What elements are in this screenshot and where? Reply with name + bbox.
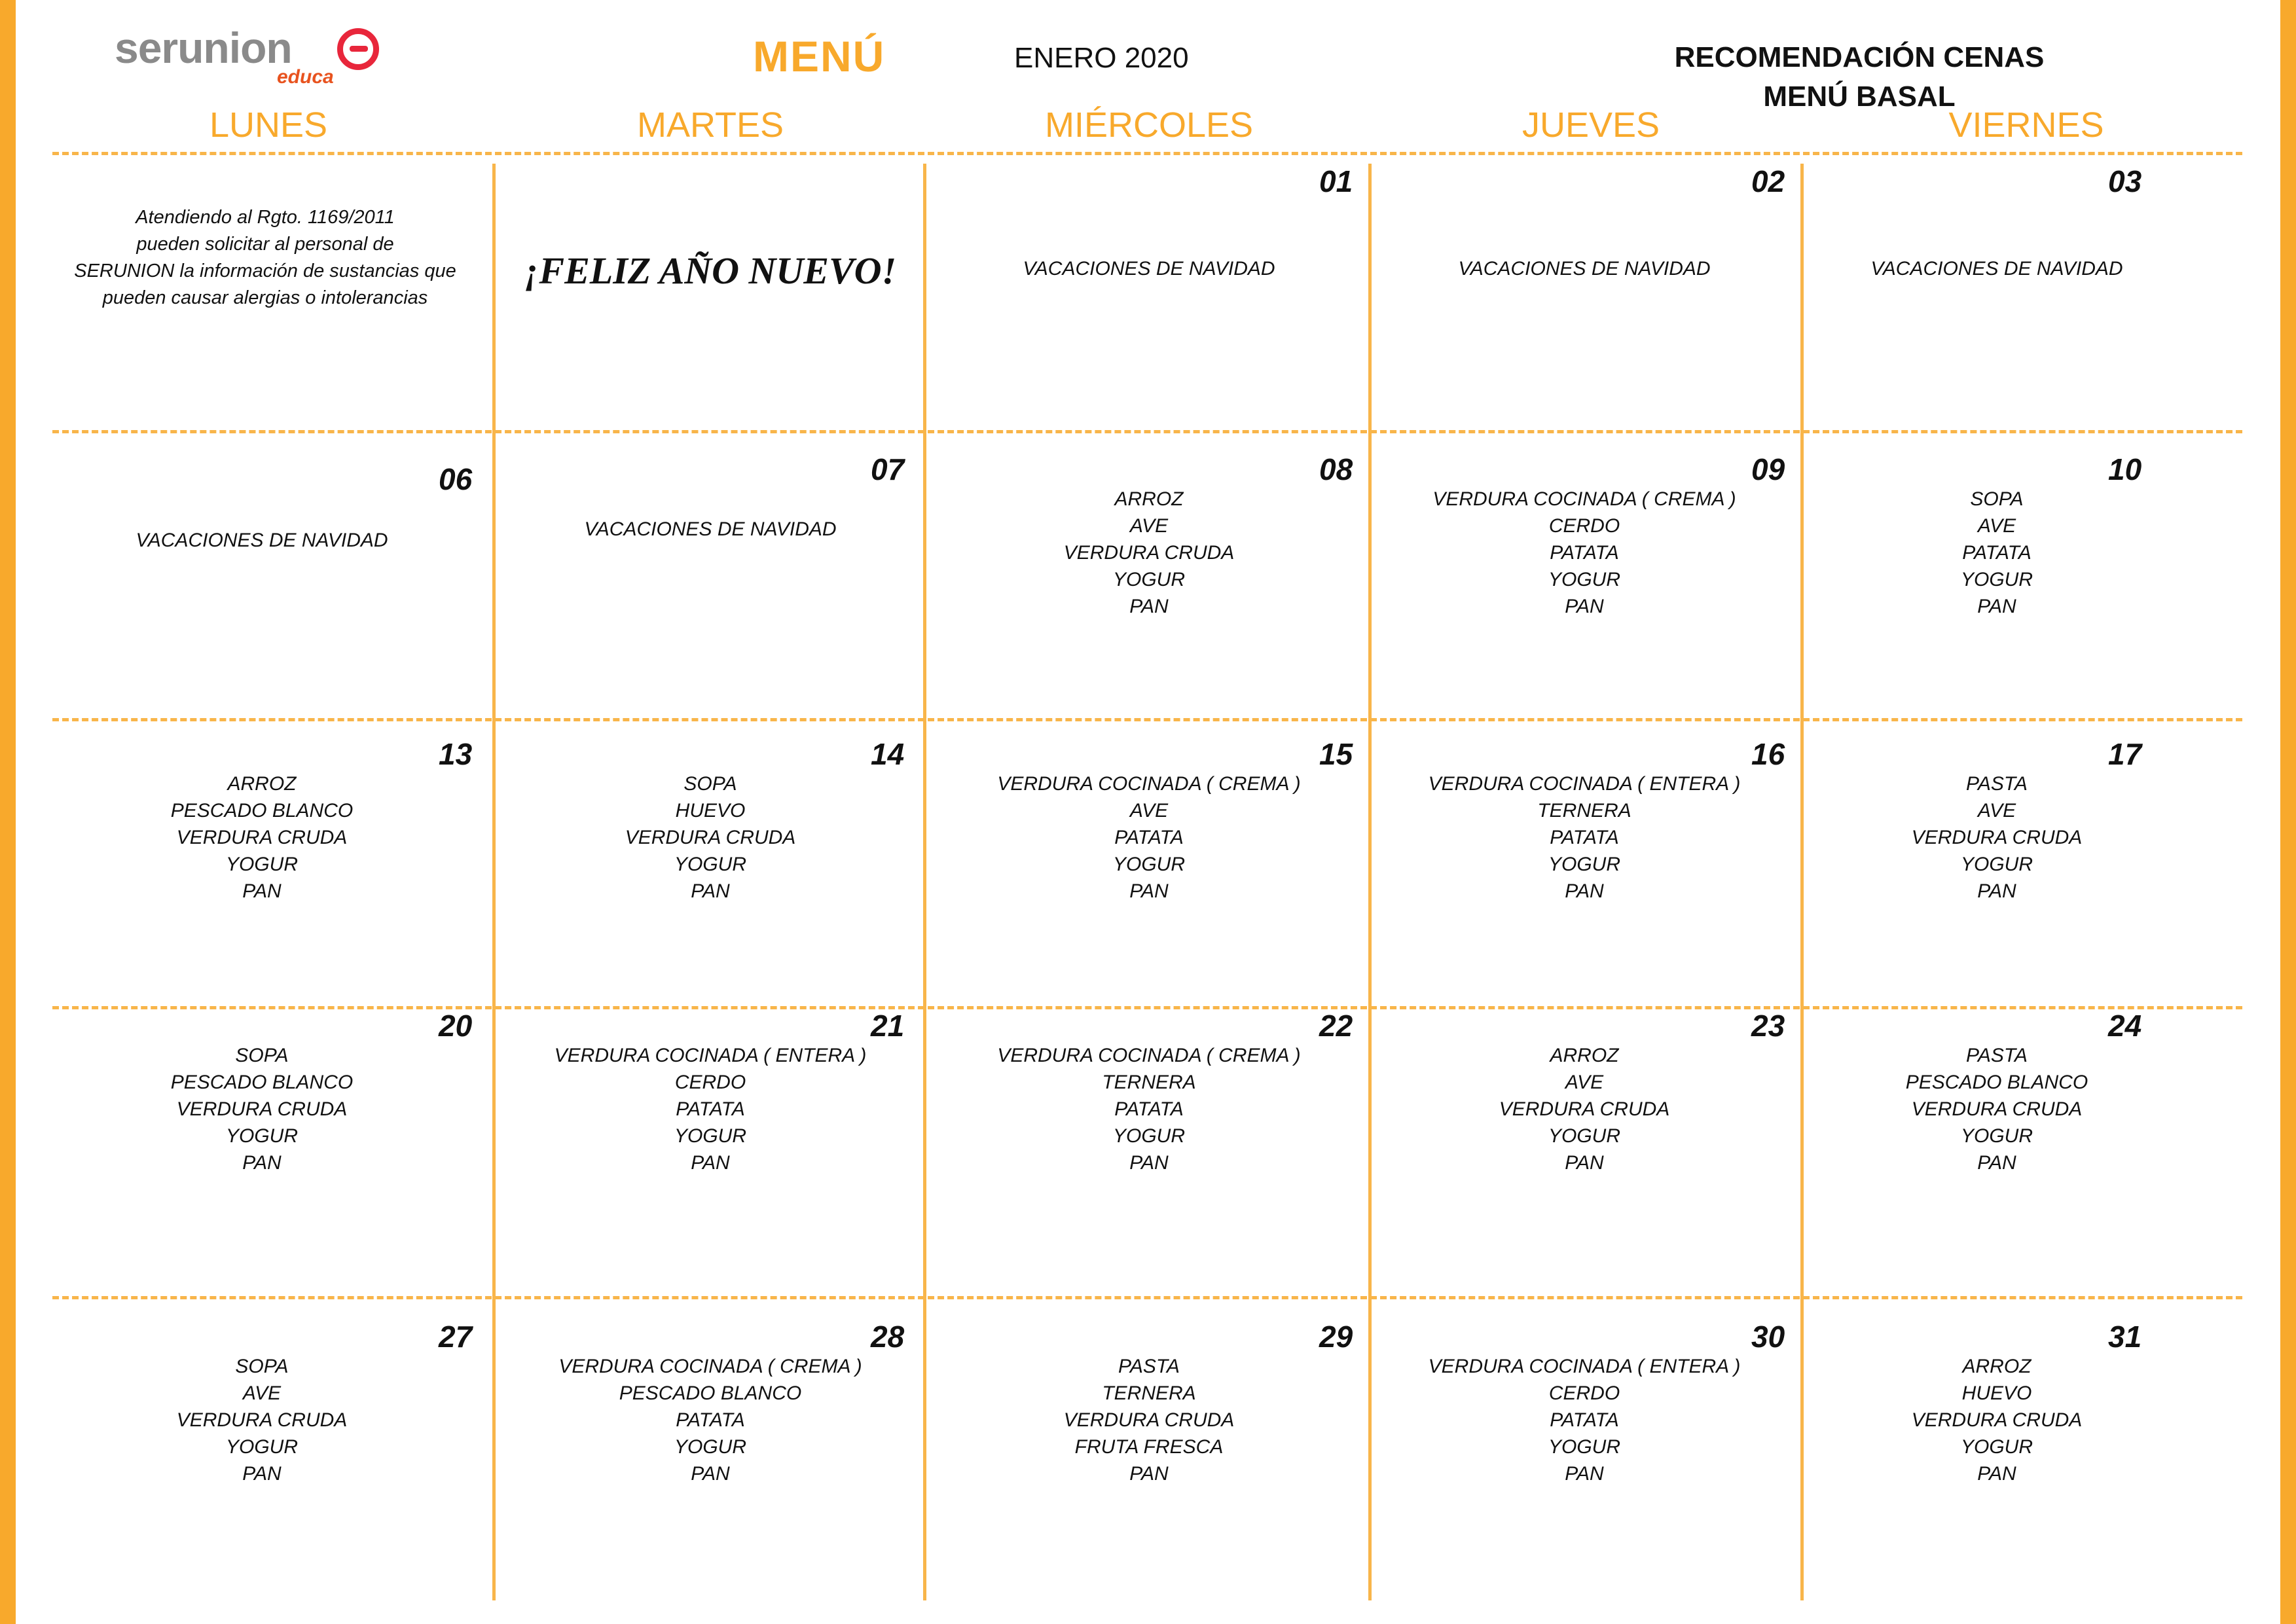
meal-item: HUEVO: [675, 800, 746, 821]
meal-item: PASTA: [1966, 1045, 2028, 1066]
meal-list: [52, 1042, 471, 1176]
meal-item: PESCADO BLANCO: [1905, 1072, 2088, 1093]
meal-item: HUEVO: [1961, 1382, 2032, 1404]
logo-subtitle: educa: [277, 66, 334, 88]
meal-list: [1787, 770, 2206, 905]
meal-list: [1787, 255, 2206, 282]
meal-item: VERDURA COCINADA ( CREMA ): [997, 773, 1301, 795]
meal-item: CERDO: [674, 1072, 746, 1093]
meal-item: YOGUR: [1112, 1125, 1185, 1147]
meal-item: VACACIONES DE NAVIDAD: [1870, 258, 2123, 280]
meal-item: PAN: [242, 1463, 282, 1485]
meal-item: VERDURA COCINADA ( CREMA ): [558, 1356, 862, 1377]
meal-item: AVE: [1129, 800, 1169, 821]
meal-item: YOGUR: [225, 1436, 298, 1458]
meal-item: PAN: [1129, 1463, 1169, 1485]
meal-item: PESCADO BLANCO: [619, 1382, 802, 1404]
meal-item: CERDO: [1548, 515, 1620, 537]
allergen-notice-line: pueden solicitar al personal de: [136, 234, 394, 255]
day-header-lunes: LUNES: [209, 105, 328, 145]
meal-item: YOGUR: [1112, 854, 1185, 875]
meal-item: PATATA: [676, 1409, 745, 1431]
meal-list: [52, 527, 471, 554]
day-header-viernes: VIERNES: [1948, 105, 2104, 145]
day-header-martes: MARTES: [636, 105, 784, 145]
meal-item: PAN: [691, 880, 730, 902]
meal-list: [1787, 1042, 2206, 1176]
meal-item: PAN: [1129, 880, 1169, 902]
grid-divider: [52, 1296, 2242, 1299]
meal-item: YOGUR: [1548, 1436, 1620, 1458]
new-year-greeting: ¡FELIZ AÑO NUEVO!: [524, 249, 897, 292]
meal-list: [939, 1353, 1358, 1487]
serunion-logo: [115, 23, 390, 88]
meal-item: PAN: [1565, 596, 1604, 617]
day-number: 02: [1751, 164, 1785, 198]
menu-title: MENÚ: [753, 32, 886, 81]
meal-item: SOPA: [235, 1356, 289, 1377]
meal-item: YOGUR: [225, 854, 298, 875]
meal-item: YOGUR: [1112, 569, 1185, 590]
day-number: 14: [871, 737, 905, 771]
meal-item: VERDURA COCINADA ( CREMA ): [997, 1045, 1301, 1066]
meal-list: [1787, 486, 2206, 620]
meal-list: [1375, 1042, 1794, 1176]
right-border: [2280, 0, 2296, 1624]
meal-list: [1375, 1353, 1794, 1487]
meal-item: PATATA: [1962, 542, 2032, 564]
meal-item: PATATA: [676, 1098, 745, 1120]
meal-list: [939, 255, 1358, 282]
meal-list: [501, 770, 920, 905]
day-number: 08: [1319, 452, 1353, 486]
logo-e-icon: [337, 28, 379, 70]
meal-item: YOGUR: [225, 1125, 298, 1147]
day-number: 30: [1751, 1320, 1785, 1354]
meal-item: VERDURA CRUDA: [176, 1409, 348, 1431]
meal-item: AVE: [242, 1382, 282, 1404]
meal-item: VERDURA CRUDA: [1911, 1098, 2083, 1120]
logo-wordmark: serunion: [115, 24, 292, 72]
meal-item: YOGUR: [1548, 854, 1620, 875]
meal-item: VERDURA CRUDA: [1063, 1409, 1235, 1431]
day-number: 29: [1319, 1320, 1353, 1354]
meal-item: YOGUR: [1960, 569, 2033, 590]
meal-item: VERDURA CRUDA: [176, 1098, 348, 1120]
column-divider: [492, 164, 496, 1600]
meal-list: [501, 1042, 920, 1176]
meal-item: PAN: [1565, 1463, 1604, 1485]
meal-item: VACACIONES DE NAVIDAD: [1458, 258, 1711, 280]
meal-item: TERNERA: [1537, 800, 1631, 821]
meal-list: [1375, 486, 1794, 620]
meal-item: VERDURA COCINADA ( CREMA ): [1432, 488, 1736, 510]
meal-item: YOGUR: [1960, 854, 2033, 875]
meal-list: [52, 770, 471, 905]
meal-list: [1375, 770, 1794, 905]
meal-item: VACACIONES DE NAVIDAD: [1023, 258, 1275, 280]
meal-item: PATATA: [1550, 542, 1619, 564]
meal-item: TERNERA: [1102, 1072, 1196, 1093]
day-number: 16: [1751, 737, 1785, 771]
meal-item: VACACIONES DE NAVIDAD: [136, 530, 388, 551]
meal-item: PAN: [1129, 1152, 1169, 1174]
meal-item: PASTA: [1118, 1356, 1180, 1377]
meal-item: CERDO: [1548, 1382, 1620, 1404]
recommendation-line-2: MENÚ BASAL: [1763, 81, 1956, 113]
meal-item: VERDURA CRUDA: [176, 827, 348, 848]
allergen-notice-line: pueden causar alergias o intolerancias: [102, 287, 428, 308]
day-number: 10: [2108, 452, 2142, 486]
meal-item: VERDURA COCINADA ( ENTERA ): [554, 1045, 867, 1066]
day-number: 03: [2108, 164, 2142, 198]
meal-item: YOGUR: [1960, 1436, 2033, 1458]
meal-item: SOPA: [235, 1045, 289, 1066]
column-divider: [923, 164, 926, 1600]
meal-item: PASTA: [1966, 773, 2028, 795]
day-number: 23: [1751, 1009, 1785, 1043]
day-number: 20: [439, 1009, 473, 1043]
grid-divider: [52, 152, 2242, 155]
day-number: 31: [2108, 1320, 2142, 1354]
allergen-notice: [62, 204, 468, 312]
day-number: 28: [871, 1320, 905, 1354]
meal-item: YOGUR: [674, 1436, 746, 1458]
day-number: 01: [1319, 164, 1353, 198]
meal-item: SOPA: [683, 773, 737, 795]
meal-item: VERDURA CRUDA: [1911, 827, 2083, 848]
meal-list: [501, 516, 920, 543]
meal-list: [939, 1042, 1358, 1176]
day-number: 24: [2108, 1009, 2142, 1043]
meal-item: VERDURA CRUDA: [625, 827, 796, 848]
meal-item: VERDURA COCINADA ( ENTERA ): [1428, 1356, 1741, 1377]
meal-item: PAN: [242, 1152, 282, 1174]
meal-list: [939, 770, 1358, 905]
day-header-jueves: JUEVES: [1522, 105, 1660, 145]
meal-list: [1375, 255, 1794, 282]
meal-list: [52, 1353, 471, 1487]
meal-item: PAN: [1129, 596, 1169, 617]
meal-item: PESCADO BLANCO: [170, 1072, 354, 1093]
meal-item: VERDURA CRUDA: [1911, 1409, 2083, 1431]
meal-item: SOPA: [1970, 488, 2024, 510]
meal-item: VACACIONES DE NAVIDAD: [584, 518, 837, 540]
meal-item: PATATA: [1114, 827, 1184, 848]
month-label: ENERO 2020: [1014, 42, 1189, 74]
meal-item: YOGUR: [674, 854, 746, 875]
day-number: 07: [871, 452, 905, 486]
meal-item: ARROZ: [1550, 1045, 1619, 1066]
meal-item: YOGUR: [1548, 1125, 1620, 1147]
meal-item: AVE: [1977, 515, 2016, 537]
grid-divider: [52, 1006, 2242, 1009]
meal-item: PAN: [1565, 880, 1604, 902]
meal-item: PATATA: [1550, 827, 1619, 848]
meal-item: PAN: [1977, 880, 2016, 902]
meal-item: PATATA: [1550, 1409, 1619, 1431]
recommendation-line-1: RECOMENDACIÓN CENAS: [1674, 41, 2045, 73]
column-divider: [1368, 164, 1372, 1600]
day-number: 17: [2108, 737, 2142, 771]
meal-item: PAN: [1977, 1152, 2016, 1174]
meal-list: [501, 1353, 920, 1487]
meal-item: ARROZ: [227, 773, 297, 795]
meal-item: PESCADO BLANCO: [170, 800, 354, 821]
meal-item: FRUTA FRESCA: [1074, 1436, 1224, 1458]
day-number: 13: [439, 737, 473, 771]
meal-item: YOGUR: [1548, 569, 1620, 590]
meal-item: AVE: [1565, 1072, 1604, 1093]
meal-item: PATATA: [1114, 1098, 1184, 1120]
meal-list: [1787, 1353, 2206, 1487]
day-number: 27: [439, 1320, 473, 1354]
day-number: 06: [439, 462, 473, 496]
meal-item: PAN: [691, 1463, 730, 1485]
day-number: 15: [1319, 737, 1353, 771]
meal-list: [939, 486, 1358, 620]
meal-item: PAN: [1977, 1463, 2016, 1485]
meal-item: AVE: [1129, 515, 1169, 537]
meal-item: YOGUR: [674, 1125, 746, 1147]
meal-item: TERNERA: [1102, 1382, 1196, 1404]
grid-divider: [52, 430, 2242, 433]
allergen-notice-line: Atendiendo al Rgto. 1169/2011: [136, 207, 395, 228]
meal-item: PAN: [691, 1152, 730, 1174]
meal-item: YOGUR: [1960, 1125, 2033, 1147]
day-header-miercoles: MIÉRCOLES: [1044, 105, 1254, 145]
meal-item: ARROZ: [1114, 488, 1184, 510]
allergen-notice-line: SERUNION la información de sustancias que: [74, 261, 456, 281]
day-number: 22: [1319, 1009, 1353, 1043]
left-border: [0, 0, 16, 1624]
meal-item: VERDURA CRUDA: [1499, 1098, 1670, 1120]
meal-item: VERDURA COCINADA ( ENTERA ): [1428, 773, 1741, 795]
grid-divider: [52, 718, 2242, 721]
meal-item: PAN: [1565, 1152, 1604, 1174]
meal-item: ARROZ: [1962, 1356, 2032, 1377]
day-number: 09: [1751, 452, 1785, 486]
meal-item: PAN: [242, 880, 282, 902]
meal-item: AVE: [1977, 800, 2016, 821]
meal-item: VERDURA CRUDA: [1063, 542, 1235, 564]
day-number: 21: [871, 1009, 905, 1043]
meal-item: PAN: [1977, 596, 2016, 617]
